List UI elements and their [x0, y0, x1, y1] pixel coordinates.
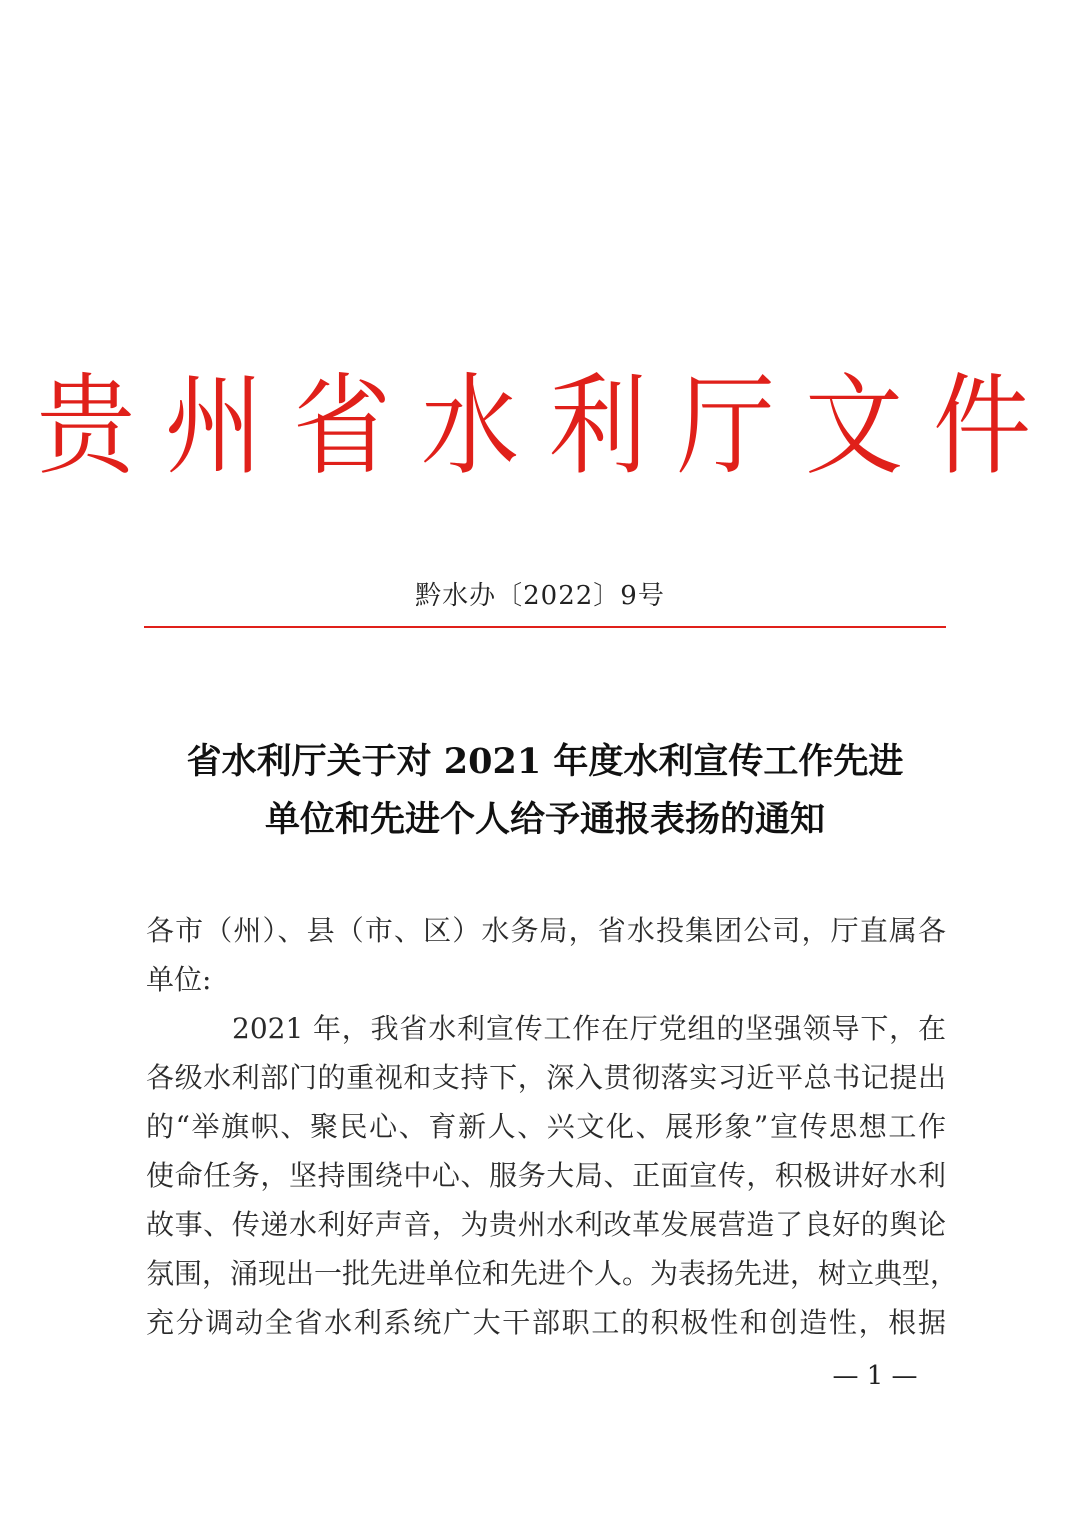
body-line-addressee-cont: 单位: — [146, 963, 212, 996]
notice-title-line: 省水利厅关于对 2021 年度水利宣传工作先进 — [186, 741, 904, 782]
page-number: — 1 — — [832, 1361, 918, 1391]
notice-title-line: 单位和先进个人给予通报表扬的通知 — [264, 799, 825, 840]
document-header-title: 贵州省水利厅文件 — [36, 363, 1061, 492]
document-number: 黔水办〔2022〕9号 — [415, 581, 665, 611]
body-line: 各级水利部门的重视和支持下，深入贯彻落实习近平总书记提出 — [146, 1061, 946, 1094]
body-line: 故事、传递水利好声音，为贵州水利改革发展营造了良好的舆论 — [146, 1208, 946, 1241]
body-line: 充分调动全省水利系统广大干部职工的积极性和创造性，根据 — [146, 1306, 946, 1339]
red-divider-line — [144, 626, 946, 628]
notice-body — [146, 906, 959, 1347]
notice-title — [130, 733, 960, 849]
body-line: 氛围，涌现出一批先进单位和先进个人。为表扬先进，树立典型， — [146, 1257, 959, 1290]
body-line: 使命任务，坚持围绕中心、服务大局、正面宣传，积极讲好水利 — [146, 1159, 946, 1192]
body-line-addressee: 各市（州）、县（市、区）水务局，省水投集团公司，厅直属各 — [146, 914, 946, 947]
body-line: 的“举旗帜、聚民心、育新人、兴文化、展形象”宣传思想工作 — [146, 1110, 946, 1143]
body-line: 2021 年，我省水利宣传工作在厅党组的坚强领导下，在 — [232, 1012, 946, 1045]
